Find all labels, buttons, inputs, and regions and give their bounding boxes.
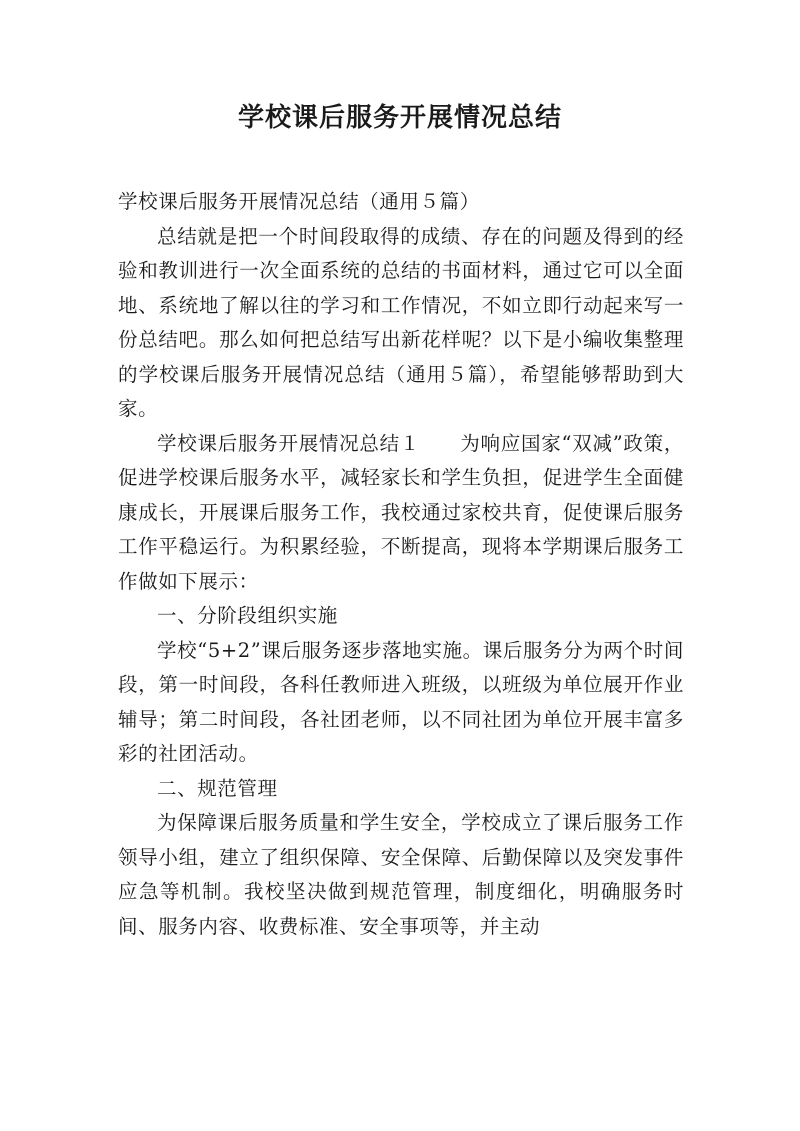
part1-body: 为响应国家“双减”政策，促进学校课后服务水平，减轻家长和学生负担，促进学生全面健康成长，开展课后服务工作，我校通过家校共育，促使课后服务工作平稳运行。为积累经验，不断提高，现将本学期课后服务工作做如下展示： bbox=[118, 431, 684, 593]
section1-heading: 一、分阶段组织实施 bbox=[157, 604, 338, 627]
part1-paragraph bbox=[118, 427, 684, 600]
document-subtitle: 学校课后服务开展情况总结（通用５篇） bbox=[118, 190, 480, 213]
document-body bbox=[118, 185, 684, 944]
document-title: 学校课后服务开展情况总结 bbox=[237, 103, 562, 133]
section2-heading: 二、规范管理 bbox=[157, 776, 278, 800]
part1-heading: 学校课后服务开展情况总结１ bbox=[157, 431, 421, 455]
intro-paragraph: 总结就是把一个时间段取得的成绩、存在的问题及得到的经验和教训进行一次全面系统的总结的书面材料，通过它可以全面地、系统地了解以往的学习和工作情况，不如立即行动起来写一份总结吧。那么如何把总结写出新花样呢？以下是小编收集整理的学校课后服务开展情况总结（通用５篇），希望能够帮助到大家。 bbox=[118, 224, 684, 420]
section2-paragraph: 为保障课后服务质量和学生安全，学校成立了课后服务工作领导小组，建立了组织保障、安全保障、后勤保障以及突发事件应急等机制。我校坚决做到规范管理，制度细化，明确服务时间、服务内容、收费标准、安全事项等，并主动 bbox=[118, 811, 684, 938]
section1-paragraph: 学校“5+2”课后服务逐步落地实施。课后服务分为两个时间段，第一时间段，各科任教师进入班级，以班级为单位展开作业辅导；第二时间段，各社团老师，以不同社团为单位开展丰富多彩的社团活动。 bbox=[118, 638, 684, 765]
